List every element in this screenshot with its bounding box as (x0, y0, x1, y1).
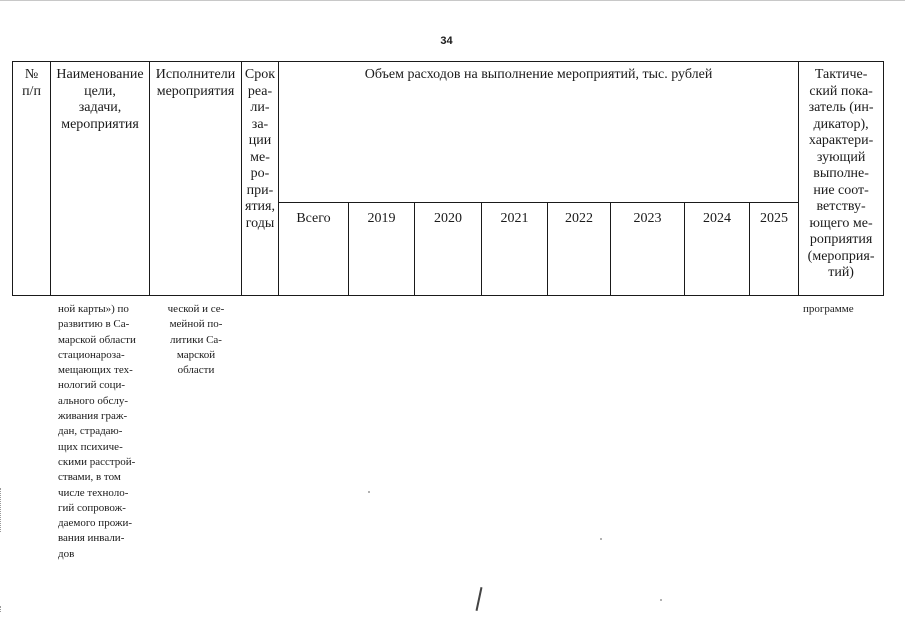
header-name-label: Наименование цели, задачи, мероприятия (56, 67, 144, 132)
page-number: 34 (440, 35, 453, 47)
row-indicator-text: программе (803, 303, 854, 315)
header-term-cell (242, 62, 279, 296)
header-executors-label: Исполнители мероприятия (155, 67, 236, 99)
scan-speck (368, 491, 370, 493)
scan-margin-mark (0, 488, 4, 532)
header-indicator-cell (799, 62, 884, 296)
header-year-cell: 2024 (685, 203, 750, 296)
scan-speck (600, 538, 602, 540)
scan-margin-mark (0, 606, 4, 612)
header-year-cell: 2021 (482, 203, 548, 296)
header-year-cell: 2022 (548, 203, 611, 296)
header-year-cell: 2020 (415, 203, 482, 296)
header-name-cell (51, 62, 150, 296)
stray-pen-mark (476, 587, 483, 611)
header-expenses-label: Объем расходов на выполнение мероприятий, тыс. рублей (364, 67, 713, 82)
header-expenses-cell (279, 62, 799, 203)
header-year-cell: 2025 (750, 203, 799, 296)
scan-speck (660, 599, 662, 601)
header-executors-cell (150, 62, 242, 296)
row-goal-text: ной карты») по развитию в Са- марской области стационароза- мещающих тех- нологий соци- ального обслу- живания граж- дан, страдаю- щих психиче- скими расстрой- ствами, в том числе техноло- гий сопровож- даемого прожи- вания инвали- дов (58, 303, 136, 560)
header-year-cell: 2023 (611, 203, 685, 296)
expenses-table-header (12, 61, 884, 296)
row-executor-text: ческой и се- мейной по- литики Са- марской области (167, 303, 225, 377)
header-term-label: Срок реа- ли- за- ции ме- ро- при- ятия, годы (244, 67, 276, 231)
header-number-label: № п/п (22, 67, 41, 99)
top-edge-rule (0, 0, 905, 1)
header-indicator-label: Тактиче- ский пока- затель (ин- дикатор), характери- зующий выполне- ние соот- ветству- ющего ме- роприятия (мероприя- тий) (807, 67, 875, 280)
header-number-cell (13, 62, 51, 296)
header-year-cell: 2019 (349, 203, 415, 296)
header-year-cell: Всего (279, 203, 349, 296)
